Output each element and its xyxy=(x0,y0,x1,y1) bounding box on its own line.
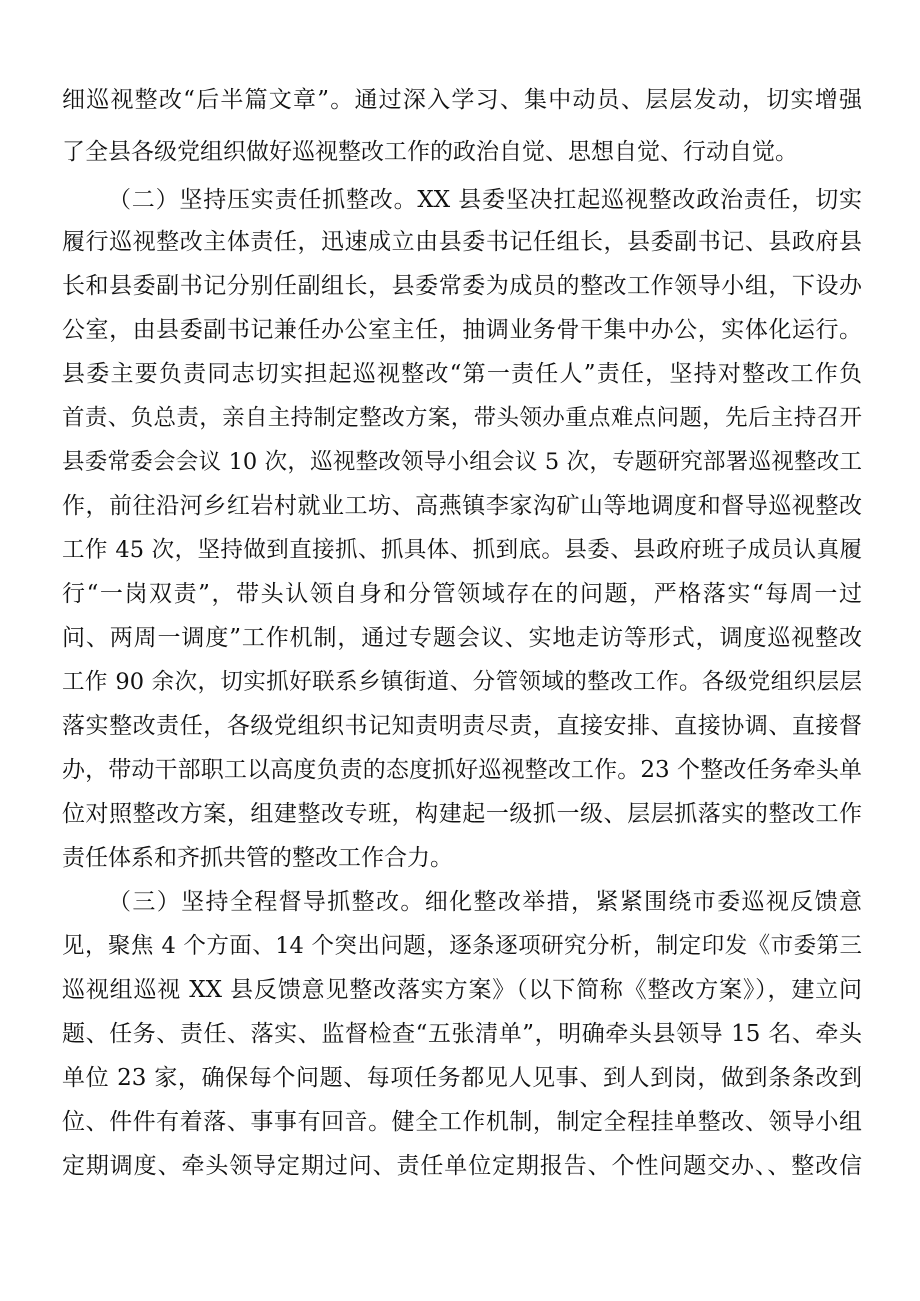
text-line: （三）坚持全程督导抓整改。细化整改举措，紧紧围绕市委巡视反馈意 xyxy=(108,889,862,915)
text-line: 作，前往沿河乡红岩村就业工坊、高燕镇李家沟矿山等地调度和督导巡视整改 xyxy=(62,493,862,519)
text-line: 工作 45 次，坚持做到直接抓、抓具体、抓到底。县委、县政府班子成员认真履 xyxy=(62,537,862,563)
text-line: 问、两周一调度”工作机制，通过专题会议、实地走访等形式，调度巡视整改 xyxy=(62,625,862,651)
text-line: 见，聚焦 4 个方面、14 个突出问题，逐条逐项研究分析，制定印发《市委第三 xyxy=(62,933,862,959)
text-line: （二）坚持压实责任抓整改。XX 县委坚决扛起巡视整改政治责任，切实 xyxy=(108,187,862,213)
text-line: 了全县各级党组织做好巡视整改工作的政治自觉、思想自觉、行动自觉。 xyxy=(62,139,798,165)
text-line: 行“一岗双责”，带头认领自身和分管领域存在的问题，严格落实“每周一过 xyxy=(62,581,862,607)
text-line: 公室，由县委副书记兼任办公室主任，抽调业务骨干集中办公，实体化运行。 xyxy=(62,317,862,343)
text-line: 定期调度、牵头领导定期过问、责任单位定期报告、个性问题交办、、整改信 xyxy=(62,1153,862,1179)
text-line: 责任体系和齐抓共管的整改工作合力。 xyxy=(62,845,453,871)
text-line: 工作 90 余次，切实抓好联系乡镇街道、分管领域的整改工作。各级党组织层层 xyxy=(62,669,862,695)
text-line: 位、件件有着落、事事有回音。健全工作机制，制定全程挂单整改、领导小组 xyxy=(62,1109,862,1135)
text-line: 巡视组巡视 XX 县反馈意见整改落实方案》（以下简称《整改方案》），建立问 xyxy=(62,977,862,1003)
text-line: 首责、负总责，亲自主持制定整改方案，带头领办重点难点问题，先后主持召开 xyxy=(62,405,862,431)
text-line: 履行巡视整改主体责任，迅速成立由县委书记任组长，县委副书记、县政府县 xyxy=(62,229,862,255)
text-line: 位对照整改方案，组建整改专班，构建起一级抓一级、层层抓落实的整改工作 xyxy=(62,801,862,827)
text-line: 单位 23 家，确保每个问题、每项任务都见人见事、到人到岗，做到条条改到 xyxy=(62,1065,862,1091)
text-line: 长和县委副书记分别任副组长，县委常委为成员的整改工作领导小组，下设办 xyxy=(62,273,862,299)
text-line: 县委主要负责同志切实担起巡视整改“第一责任人”责任，坚持对整改工作负 xyxy=(62,361,862,387)
text-line: 题、任务、责任、落实、监督检查“五张清单”，明确牵头县领导 15 名、牵头 xyxy=(62,1021,862,1047)
text-line: 细巡视整改“后半篇文章”。通过深入学习、集中动员、层层发动，切实增强 xyxy=(62,87,862,113)
text-line: 县委常委会会议 10 次，巡视整改领导小组会议 5 次，专题研究部署巡视整改工 xyxy=(62,449,862,475)
text-line: 落实整改责任，各级党组织书记知责明责尽责，直接安排、直接协调、直接督 xyxy=(62,713,862,739)
text-line: 办，带动干部职工以高度负责的态度抓好巡视整改工作。23 个整改任务牵头单 xyxy=(62,757,862,783)
